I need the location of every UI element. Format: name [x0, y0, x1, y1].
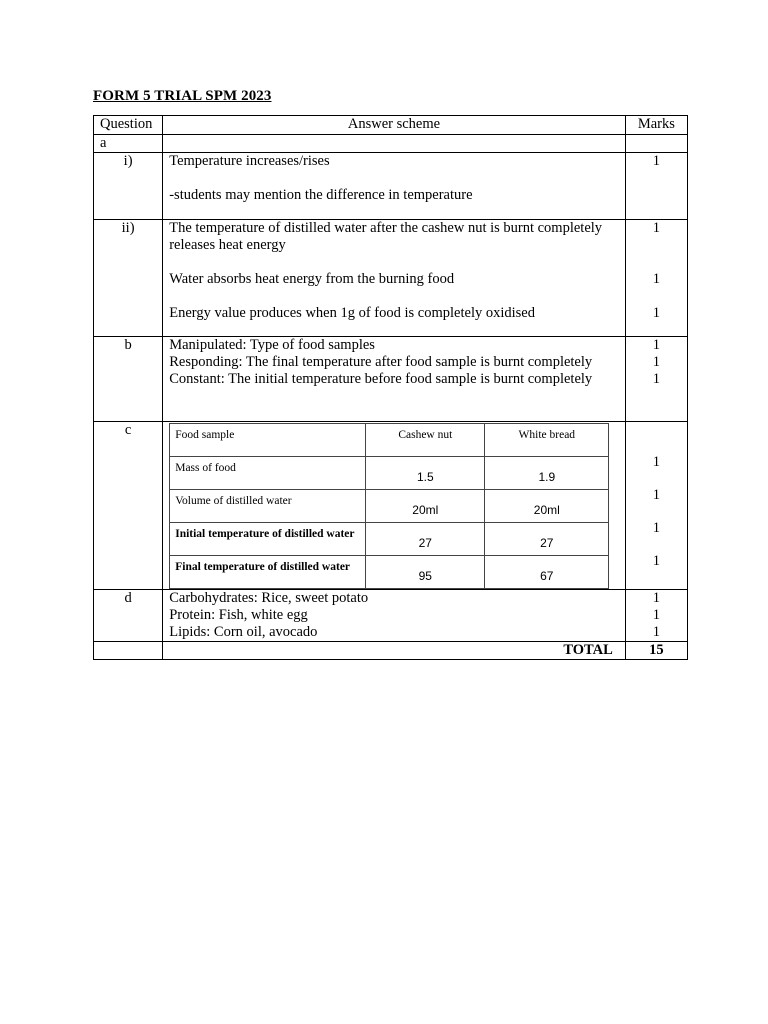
answer-c: [163, 422, 626, 590]
food-value-bread: 67: [485, 556, 609, 589]
food-value-cashew: 20ml: [366, 490, 485, 523]
mark-a-i: 1: [625, 153, 687, 220]
marks-a-ii: [625, 220, 687, 337]
mark-d-1: 1: [652, 590, 660, 606]
food-header-row: [170, 424, 609, 457]
total-row: [94, 642, 688, 660]
food-row-initial-temp: [170, 523, 609, 556]
answer-a-i-line1: Temperature increases/rises: [169, 153, 330, 169]
header-answer-scheme: Answer scheme: [163, 116, 626, 135]
answer-b-line3: Constant: The initial temperature before food sample is burnt completely: [169, 371, 593, 387]
document-title: FORM 5 TRIAL SPM 2023: [93, 88, 272, 104]
header-question: Question: [94, 116, 163, 135]
header-row: [94, 116, 688, 135]
food-row-label: Mass of food: [170, 457, 366, 490]
food-value-cashew: 95: [366, 556, 485, 589]
answer-d: [163, 590, 626, 642]
answer-a-ii-line2: Water absorbs heat energy from the burning food: [169, 271, 455, 287]
mark-b-1: 1: [652, 337, 660, 353]
answer-d-line2: Protein: Fish, white egg: [169, 607, 308, 623]
mark-c-3: 1: [652, 520, 660, 536]
row-d: [94, 590, 688, 642]
mark-b-2: 1: [652, 354, 660, 370]
answer-b-line1: Manipulated: Type of food samples: [169, 337, 375, 353]
food-value-cashew: 1.5: [366, 457, 485, 490]
food-row-volume: [170, 490, 609, 523]
mark-a-ii-3: 1: [652, 305, 660, 321]
answer-d-line3: Lipids: Corn oil, avocado: [169, 624, 318, 640]
total-label: TOTAL: [163, 642, 626, 660]
answer-a-ii-line3: Energy value produces when 1g of food is completely oxidised: [169, 305, 535, 321]
food-row-label: Final temperature of distilled water: [170, 556, 366, 589]
header-marks: Marks: [625, 116, 687, 135]
answer-scheme-table: [93, 115, 688, 660]
answer-a-ii: [163, 220, 626, 337]
answer-a-ii-line1: The temperature of distilled water after the cashew nut is burnt completely releases heat energy: [169, 220, 603, 253]
food-header-bread: White bread: [485, 424, 609, 457]
mark-a-ii-2: 1: [652, 271, 660, 287]
answer-b: [163, 337, 626, 422]
mark-a-ii-1: 1: [652, 220, 660, 236]
mark-b-3: 1: [652, 371, 660, 387]
answer-b-line2: Responding: The final temperature after food sample is burnt completely: [169, 354, 593, 370]
food-row-mass: [170, 457, 609, 490]
marks-d: [625, 590, 687, 642]
mark-c-2: 1: [652, 487, 660, 503]
question-a-i: i): [94, 153, 163, 220]
food-sample-table: [169, 423, 609, 589]
food-value-bread: 27: [485, 523, 609, 556]
answer-a-i-line2: -students may mention the difference in temperature: [169, 187, 473, 203]
food-value-cashew: 27: [366, 523, 485, 556]
mark-d-2: 1: [652, 607, 660, 623]
marks-c: [625, 422, 687, 590]
row-a-i: [94, 153, 688, 220]
mark-c-1: 1: [652, 454, 660, 470]
section-a-row: [94, 135, 688, 153]
mark-d-3: 1: [652, 624, 660, 640]
answer-d-line1: Carbohydrates: Rice, sweet potato: [169, 590, 369, 606]
food-value-bread: 20ml: [485, 490, 609, 523]
food-row-final-temp: [170, 556, 609, 589]
section-a-label: a: [94, 135, 163, 153]
food-value-bread: 1.9: [485, 457, 609, 490]
answer-a-i: [163, 153, 626, 220]
food-header-cashew: Cashew nut: [366, 424, 485, 457]
row-c: [94, 422, 688, 590]
marks-b: [625, 337, 687, 422]
total-value: 15: [625, 642, 687, 660]
question-a-ii: ii): [94, 220, 163, 337]
question-b: b: [94, 337, 163, 422]
question-d: d: [94, 590, 163, 642]
mark-c-4: 1: [652, 553, 660, 569]
row-a-ii: [94, 220, 688, 337]
food-row-label: Volume of distilled water: [170, 490, 366, 523]
question-c: c: [94, 422, 163, 590]
food-row-label: Initial temperature of distilled water: [170, 523, 366, 556]
food-header-sample: Food sample: [170, 424, 366, 457]
row-b: [94, 337, 688, 422]
